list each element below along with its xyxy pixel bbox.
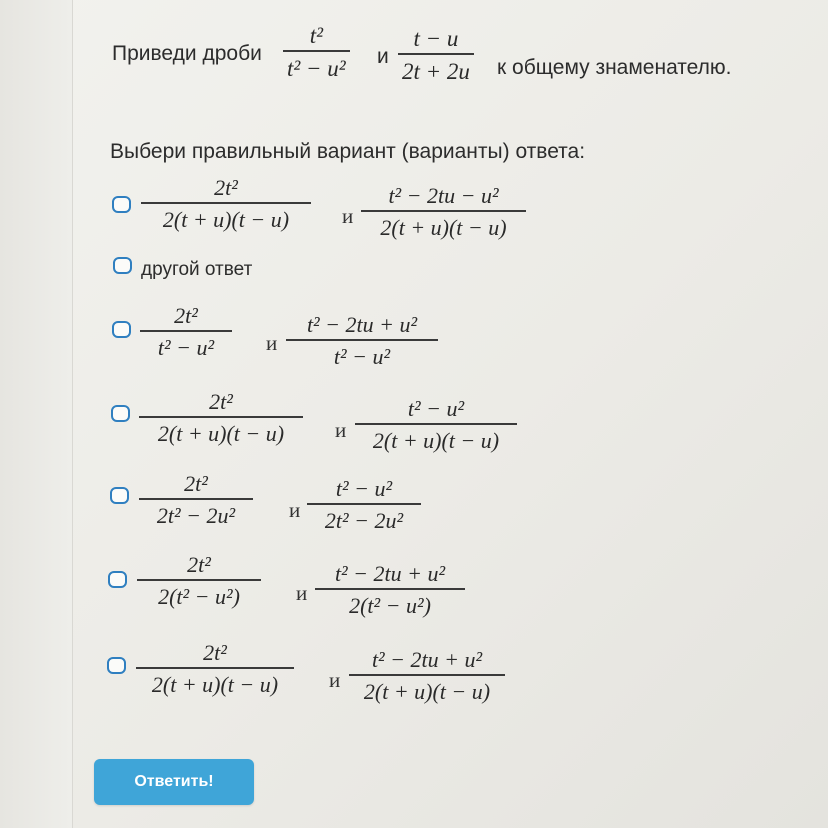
- option-and: и: [296, 581, 308, 605]
- option-fraction-2: [355, 398, 517, 452]
- answer-checkbox[interactable]: [108, 571, 127, 588]
- answer-checkbox[interactable]: [111, 405, 130, 422]
- option-fraction-2: [286, 314, 438, 368]
- fraction-denominator: t² − u²: [333, 343, 391, 369]
- fraction-numerator: t − u: [413, 26, 459, 51]
- question-prefix: Приведи дроби: [112, 42, 262, 65]
- fraction-denominator: 2(t + u)(t − u): [157, 420, 285, 446]
- option-fraction-2: [361, 185, 526, 239]
- fraction-denominator: t² − u²: [157, 334, 215, 360]
- fraction-numerator: 2t²: [174, 303, 198, 328]
- submit-button[interactable]: Ответить!: [94, 759, 254, 805]
- question-and: и: [377, 45, 389, 68]
- fraction-numerator: t² − 2tu + u²: [334, 561, 446, 586]
- option-fraction-1: [139, 473, 253, 527]
- fraction-numerator: t² − 2tu − u²: [388, 183, 499, 208]
- fraction-numerator: t² − 2tu + u²: [371, 647, 483, 672]
- fraction-denominator: t² − u²: [287, 55, 346, 81]
- question-fraction-1: [283, 24, 350, 80]
- option-fraction-1: [139, 391, 303, 445]
- fraction-denominator: 2(t + u)(t − u): [372, 427, 500, 453]
- option-fraction-2: [315, 563, 465, 617]
- fraction-denominator: 2t² − 2u²: [324, 507, 404, 533]
- fraction-denominator: 2(t + u)(t − u): [363, 678, 491, 704]
- answer-checkbox[interactable]: [112, 196, 131, 213]
- fraction-numerator: 2t²: [184, 471, 208, 496]
- question-suffix: к общему знаменателю.: [497, 56, 732, 79]
- option-and: и: [329, 668, 341, 692]
- option-and: и: [335, 418, 347, 442]
- fraction-numerator: 2t²: [203, 640, 227, 665]
- option-fraction-1: [141, 177, 311, 231]
- fraction-numerator: 2t²: [214, 175, 238, 200]
- option-and: и: [289, 498, 301, 522]
- fraction-denominator: 2(t + u)(t − u): [151, 671, 279, 697]
- option-fraction-1: [140, 305, 232, 359]
- fraction-numerator: t²: [309, 23, 323, 48]
- option-and: и: [342, 204, 354, 228]
- fraction-denominator: 2(t + u)(t − u): [380, 214, 507, 240]
- fraction-numerator: t² − 2tu + u²: [306, 312, 418, 337]
- fraction-numerator: 2t²: [209, 389, 233, 414]
- option-fraction-2: [349, 649, 505, 703]
- left-panel-edge: [0, 0, 73, 828]
- fraction-denominator: 2(t² − u²): [349, 592, 431, 618]
- answer-checkbox[interactable]: [112, 321, 131, 338]
- answer-checkbox[interactable]: [107, 657, 126, 674]
- fraction-denominator: 2t² − 2u²: [156, 502, 236, 528]
- fraction-denominator: 2t + 2u: [402, 58, 470, 84]
- option-fraction-1: [136, 642, 294, 696]
- answer-checkbox[interactable]: [110, 487, 129, 504]
- instruction-text: Выбери правильный вариант (варианты) ответа:: [110, 140, 586, 163]
- answer-checkbox[interactable]: [113, 257, 132, 274]
- option-fraction-2: [307, 478, 421, 532]
- fraction-numerator: t² − u²: [335, 476, 393, 501]
- question-fraction-2: [398, 27, 474, 83]
- fraction-numerator: 2t²: [187, 552, 211, 577]
- fraction-numerator: t² − u²: [407, 396, 465, 421]
- fraction-denominator: 2(t² − u²): [158, 583, 240, 609]
- option-fraction-1: [137, 554, 261, 608]
- option-and: и: [266, 331, 278, 355]
- fraction-denominator: 2(t + u)(t − u): [162, 206, 290, 232]
- option-label: другой ответ: [141, 259, 253, 280]
